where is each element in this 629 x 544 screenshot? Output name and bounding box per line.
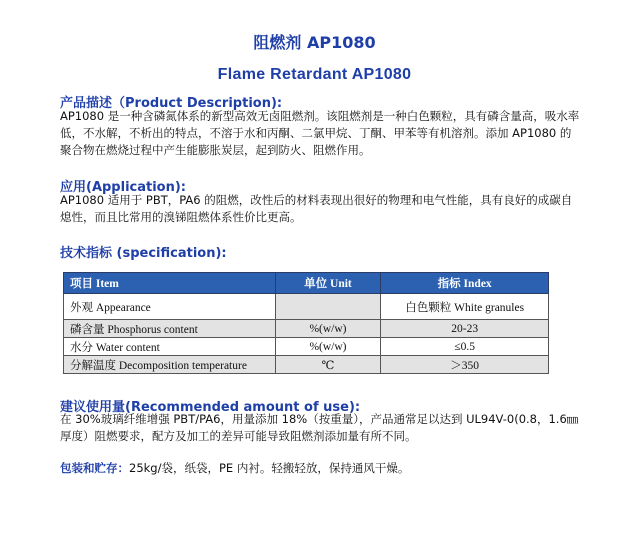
table-header-row bbox=[64, 273, 549, 294]
specification-table bbox=[63, 272, 549, 374]
packaging-text: 25kg/袋，纸袋，PE 内衬。轻搬轻放，保持通风干燥。 bbox=[129, 461, 410, 475]
cell-index: 20-23 bbox=[381, 320, 549, 338]
header-unit: 单位 Unit bbox=[275, 273, 381, 294]
table-row bbox=[64, 320, 549, 338]
table-row bbox=[64, 356, 549, 374]
specification-heading: 技术指标 (specification): bbox=[60, 246, 227, 261]
title-english: Flame Retardant AP1080 bbox=[217, 66, 412, 83]
cell-item: 分解温度 Decomposition temperature bbox=[64, 356, 276, 374]
cell-index: ＞350 bbox=[381, 356, 549, 374]
description-heading: 产品描述（Product Description): bbox=[60, 96, 283, 111]
application-text: AP1080 适用于 PBT，PA6 的阻燃，改性后的材料表现出很好的物理和电气性能，具有良好的成碳自熄性，而且比常用的溴锑阻燃体系性价比更高。 bbox=[60, 193, 573, 224]
cell-item: 外观 Appearance bbox=[64, 294, 276, 320]
cell-item: 磷含量 Phosphorus content bbox=[64, 320, 276, 338]
header-index: 指标 Index bbox=[381, 273, 549, 294]
packaging-line bbox=[60, 460, 409, 476]
cell-unit: %(w/w) bbox=[275, 320, 381, 338]
recommended-text: 在 30%玻璃纤维增强 PBT/PA6，用量添加 18%（按重量），产品通常足以达到 UL94V-0(0.8，1.6㎜厚度）阻燃要求，配方及加工的差异可能导致阻燃剂添加量有所不同。 bbox=[60, 412, 579, 443]
cell-item: 水分 Water content bbox=[64, 338, 276, 356]
cell-unit: ℃ bbox=[275, 356, 381, 374]
table-row bbox=[64, 338, 549, 356]
table-row bbox=[64, 294, 549, 320]
cell-index: 白色颗粒 White granules bbox=[381, 294, 549, 320]
description-text: AP1080 是一种含磷氮体系的新型高效无卤阻燃剂。该阻燃剂是一种白色颗粒，具有磷含量高，吸水率低，不水解，不析出的特点，不溶于水和丙酮、二氯甲烷、丁酮、甲苯等有机溶剂。添加 AP1080 的聚合物在燃烧过程中产生能膨胀炭层，起到防火、阻燃作用。 bbox=[60, 109, 580, 157]
cell-index: ≤0.5 bbox=[381, 338, 549, 356]
cell-unit bbox=[275, 294, 381, 320]
packaging-label: 包装和贮存： bbox=[60, 461, 129, 475]
title-chinese: 阻燃剂 AP1080 bbox=[253, 33, 376, 52]
header-item: 项目 Item bbox=[64, 273, 276, 294]
recommended-heading: 建议使用量(Recommended amount of use): bbox=[60, 400, 361, 415]
cell-unit: %(w/w) bbox=[275, 338, 381, 356]
application-heading: 应用(Application): bbox=[60, 180, 187, 195]
